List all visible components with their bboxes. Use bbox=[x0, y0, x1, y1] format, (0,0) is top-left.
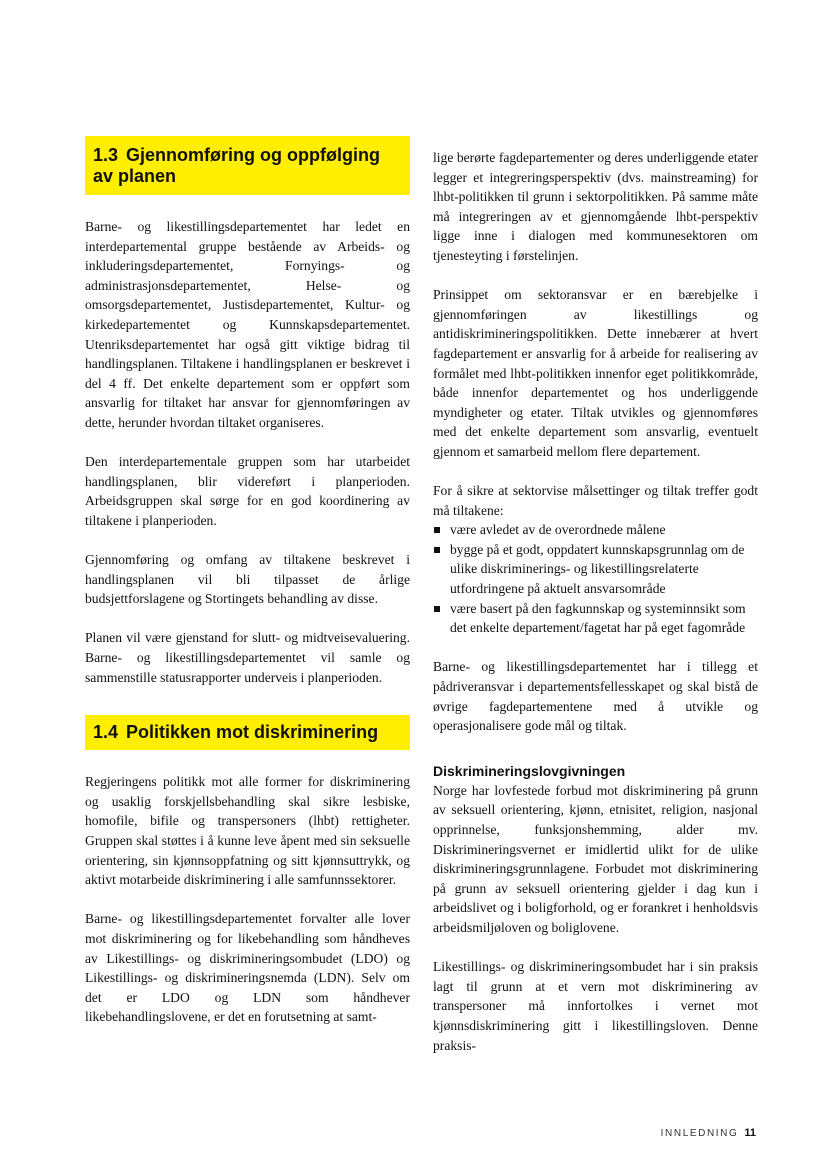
paragraph: Prinsippet om sektoransvar er en bærebjelke i gjennomføringen av likestillings og antidiskrimineringspolitikken. Dette innebærer at hvert fagdepartement er ansvarlig for å arbeide for realisering av formålet med lhbt-politikken innenfor eget politikkområde, både innenfor departementet og hos underliggende myndigheter og etater. Tiltak utvikles og gjennomføres med det enkelte departement som ansvarlig, eventuelt gjennom et samarbeid mellom flere departement. bbox=[433, 287, 758, 459]
paragraph: For å sikre at sektorvise målsettinger og tiltak treffer godt må tiltakene: bbox=[433, 483, 758, 518]
bullet-item: være avledet av de overordnede målene bbox=[433, 520, 758, 540]
paragraph: Barne- og likestillingsdepartementet har ledet en interdepartemental gruppe bestående av Arbeids- og inkluderingsdepartementet, Fornyings- og administrasjonsdepartementet, Helse- og omsorgsdepartementet, Justisdepartementet, Kultur- og kirkedepartementet og Kunnskapsdepartementet. Utenriksdepartementet har også gitt viktige bidrag til handlingsplanen. Tiltakene i handlingsplanen er beskrevet i del 4 ff. Det enkelte departement som er oppført som ansvarlig for tiltaket har ansvar for gjennomføringen av dette, herunder hvordan tiltaket organiseres. bbox=[85, 219, 410, 430]
paragraph: Planen vil være gjenstand for slutt- og midtveisevaluering. Barne- og likestillingsdepartementet vil samle og sammenstille statusrapporter underveis i planperioden. bbox=[85, 630, 410, 685]
paragraph: Barne- og likestillingsdepartementet forvalter alle lover mot diskriminering og for likebehandling som håndheves av Likestillings- og diskrimineringsombudet (LDO) og Likestillings- og diskrimineringsnemda (LDN). Selv om det er LDO og LDN som håndhever likebehandlingslovene, er det en forutsetning at samt- bbox=[85, 911, 410, 1025]
paragraph: Likestillings- og diskrimineringsombudet har i sin praksis lagt til grunn at et vern mot diskriminering av transpersoner må innfortolkes i vernet mot kjønnsdiskriminering gitt i likestillingsloven. Denne praksis- bbox=[433, 959, 758, 1053]
page-footer bbox=[600, 1127, 756, 1139]
bullet-item: bygge på et godt, oppdatert kunnskapsgrunnlag om de ulike diskriminerings- og likestillingsrelaterte utfordringene på aktuelt ansvarsområde bbox=[433, 540, 758, 599]
section-title: Politikken mot diskriminering bbox=[126, 722, 379, 743]
section-heading-1-4 bbox=[85, 715, 410, 750]
right-column bbox=[433, 148, 758, 1075]
paragraph: Den interdepartementale gruppen som har utarbeidet handlingsplanen, blir videreført i planperioden. Arbeidsgruppen skal sørge for en god koordinering av tiltakene i planperioden. bbox=[85, 454, 410, 528]
left-column bbox=[85, 136, 410, 1047]
subheading: Diskrimineringslovgivningen bbox=[433, 762, 626, 779]
section-number: 1.4 bbox=[93, 722, 119, 743]
footer-label: INNLEDNING bbox=[660, 1128, 739, 1139]
bullet-list bbox=[433, 520, 758, 638]
paragraph: Barne- og likestillingsdepartementet har i tillegg et pådriveransvar i departementsfellesskapet og skal bistå de øvrige fagdepartementene med å utvikle og operasjonalisere gode mål og tiltak. bbox=[433, 659, 758, 734]
paragraph: Norge har lovfestede forbud mot diskriminering på grunn av seksuell orientering, kjønn, etnisitet, religion, nasjonal opprinnelse, funksjonshemming, alder mv. Diskrimineringsvernet er imidlertid ulikt for de ulike diskrimineringsgrunnlagene. Forbudet mot diskriminering på grunn av seksuell orientering gjelder i dag kun i arbeidslivet og i boligforhold, og er forankret i henholdsvis arbeidsmiljøloven og boliglovene. bbox=[433, 782, 758, 935]
paragraph: Regjeringens politikk mot alle former for diskriminering og usaklig forskjellsbehandling skal sikre lesbiske, homofile, bifile og transpersoners (lhbt) rettigheter. Gruppen skal støttes i å kunne leve åpent med sin seksuelle orientering, sin kjønnsoppfatning og sitt kjønnsuttrykk, og aktivt motarbeide diskriminering i alle samfunnssektorer. bbox=[85, 774, 410, 888]
paragraph: Gjennomføring og omfang av tiltakene beskrevet i handlingsplanen vil bli tilpasset de årlige budsjettforslagene og Stortingets behandling av disse. bbox=[85, 552, 410, 607]
section-title: Gjennomføring og oppfølging av planen bbox=[93, 145, 380, 186]
bullet-item: være basert på den fagkunnskap og systeminnsikt som det enkelte departement/fagetat har på eget fagområde bbox=[433, 599, 758, 638]
paragraph: lige berørte fagdepartementer og deres underliggende etater legger et integreringsperspektiv (dvs. mainstreaming) for lhbt-politikken til grunn i sektorpolitikken. På samme måte må integreringen av et gjennomgående lhbt-perspektiv ligge inne i dialogen med kommunesektoren om tjenesteyting i førstelinjen. bbox=[433, 150, 758, 263]
page-number: 11 bbox=[744, 1127, 756, 1139]
section-heading-1-3 bbox=[85, 136, 410, 195]
section-number: 1.3 bbox=[93, 145, 119, 165]
